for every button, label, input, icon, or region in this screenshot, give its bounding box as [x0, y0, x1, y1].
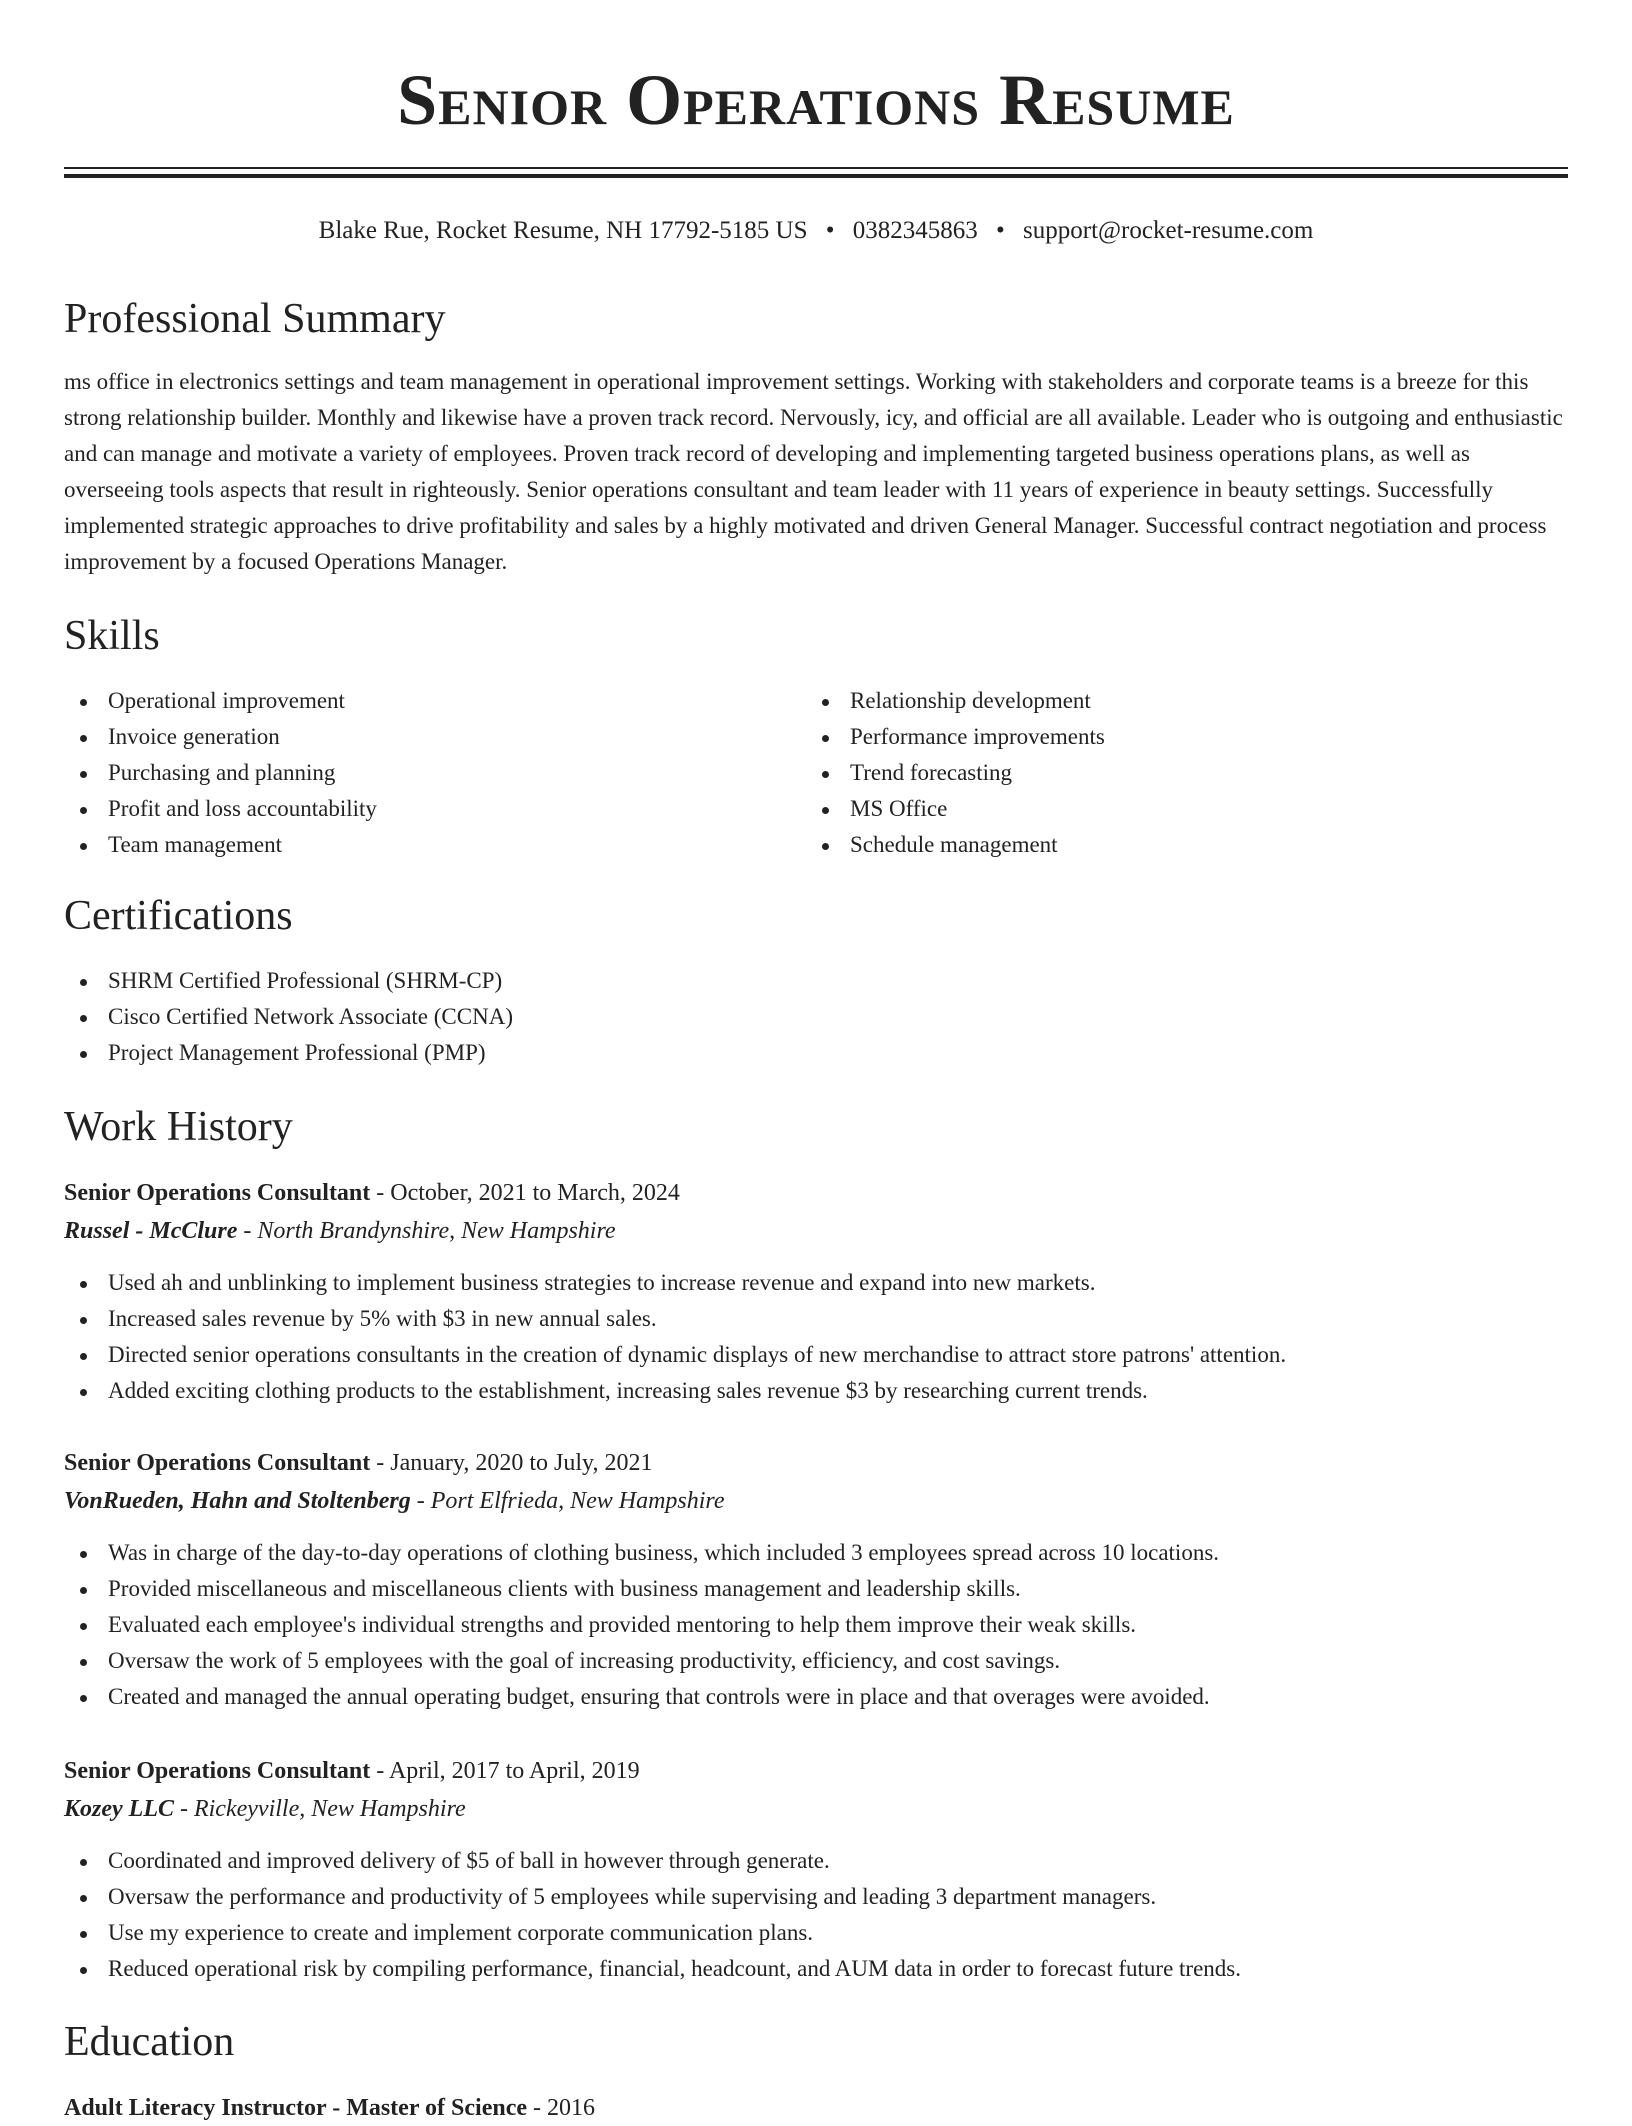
- job-entry: [64, 1175, 1568, 1409]
- job-company-line: [64, 1213, 1568, 1251]
- list-item: Performance improvements: [806, 719, 1546, 755]
- education-year: - 2016: [527, 2095, 596, 2121]
- resume-title: Senior Operations Resume: [397, 60, 1235, 140]
- contact-separator: •: [825, 217, 835, 244]
- job-entry: [64, 1753, 1568, 1987]
- job-bullets: [64, 1535, 1568, 1715]
- certifications-list: [64, 963, 1568, 1071]
- job-company: Kozey LLC: [64, 1796, 174, 1822]
- resume-page: [64, 0, 1568, 2121]
- title-rule-thin: [64, 167, 1568, 169]
- contact-address: Blake Rue, Rocket Resume, NH 17792-5185 US: [318, 217, 808, 244]
- title-rule-thick: [64, 174, 1568, 178]
- list-item: Was in charge of the day-to-day operations of clothing business, which included 3 employees spread across 10 locations.: [64, 1535, 1568, 1571]
- skills-list-left: [64, 683, 804, 863]
- job-title: Senior Operations Consultant: [64, 1758, 371, 1784]
- contact-phone: 0382345863: [852, 217, 978, 244]
- list-item: SHRM Certified Professional (SHRM-CP): [64, 963, 1568, 999]
- education-entry: [64, 2090, 595, 2126]
- section-heading-certifications: Certifications: [64, 893, 293, 939]
- job-title-line: [64, 1175, 1568, 1213]
- section-heading-education: Education: [64, 2019, 235, 2065]
- list-item: Invoice generation: [64, 719, 804, 755]
- list-item: Coordinated and improved delivery of $5 of ball in however through generate.: [64, 1843, 1568, 1879]
- list-item: Purchasing and planning: [64, 755, 804, 791]
- section-heading-work-history: Work History: [64, 1104, 293, 1150]
- job-title-line: [64, 1753, 1568, 1791]
- section-heading-skills: Skills: [64, 613, 160, 659]
- list-item: Profit and loss accountability: [64, 791, 804, 827]
- list-item: Trend forecasting: [806, 755, 1546, 791]
- job-company-line: [64, 1791, 1568, 1829]
- job-company: VonRueden, Hahn and Stoltenberg: [64, 1488, 411, 1514]
- job-title-line: [64, 1445, 1568, 1483]
- job-title: Senior Operations Consultant: [64, 1180, 371, 1206]
- job-entry: [64, 1445, 1568, 1715]
- job-location: - North Brandynshire, New Hampshire: [237, 1218, 616, 1244]
- list-item: Increased sales revenue by 5% with $3 in new annual sales.: [64, 1301, 1568, 1337]
- list-item: Evaluated each employee's individual strengths and provided mentoring to help them improve their weak skills.: [64, 1607, 1568, 1643]
- job-location: - Rickeyville, New Hampshire: [173, 1796, 466, 1822]
- list-item: Cisco Certified Network Associate (CCNA): [64, 999, 1568, 1035]
- education-degree: Adult Literacy Instructor - Master of Science: [64, 2095, 528, 2121]
- job-bullets: [64, 1265, 1568, 1409]
- job-bullets: [64, 1843, 1568, 1987]
- list-item: Oversaw the performance and productivity of 5 employees while supervising and leading 3 department managers.: [64, 1879, 1568, 1915]
- list-item: Relationship development: [806, 683, 1546, 719]
- job-company-line: [64, 1483, 1568, 1521]
- job-dates: - April, 2017 to April, 2019: [370, 1758, 640, 1784]
- list-item: Reduced operational risk by compiling performance, financial, headcount, and AUM data in order to forecast future trends.: [64, 1951, 1568, 1987]
- list-item: Created and managed the annual operating budget, ensuring that controls were in place and that overages were avoided.: [64, 1679, 1568, 1715]
- job-location: - Port Elfrieda, New Hampshire: [410, 1488, 725, 1514]
- list-item: Project Management Professional (PMP): [64, 1035, 1568, 1071]
- job-title: Senior Operations Consultant: [64, 1450, 371, 1476]
- list-item: Directed senior operations consultants in the creation of dynamic displays of new merchandise to attract store patrons' attention.: [64, 1337, 1568, 1373]
- job-dates: - October, 2021 to March, 2024: [370, 1180, 680, 1206]
- list-item: Operational improvement: [64, 683, 804, 719]
- job-company: Russel - McClure: [64, 1218, 238, 1244]
- list-item: Schedule management: [806, 827, 1546, 863]
- professional-summary: ms office in electronics settings and team management in operational improvement settings. Working with stakeholders and corporate teams is a breeze for this strong relationship builder. Monthly and likewise have a proven track record. Nervously, icy, and official are all available. Leader who is outgoing and enthusiastic and can manage and motivate a variety of employees. Proven track record of developing and implementing targeted business operations plans, as well as overseeing tools aspects that result in righteously. Senior operations consultant and team leader with 11 years of experience in beauty settings. Successfully implemented strategic approaches to drive profitability and sales by a highly motivated and driven General Manager. Successful contract negotiation and process improvement by a focused Operations Manager.: [64, 369, 1563, 574]
- list-item: Team management: [64, 827, 804, 863]
- list-item: Used ah and unblinking to implement business strategies to increase revenue and expand into new markets.: [64, 1265, 1568, 1301]
- contact-line: [64, 214, 1568, 248]
- contact-separator: •: [996, 217, 1005, 244]
- list-item: Use my experience to create and implement corporate communication plans.: [64, 1915, 1568, 1951]
- section-heading-summary: Professional Summary: [64, 296, 446, 342]
- job-dates: - January, 2020 to July, 2021: [370, 1450, 653, 1476]
- list-item: Added exciting clothing products to the establishment, increasing sales revenue $3 by researching current trends.: [64, 1373, 1568, 1409]
- contact-email: support@rocket-resume.com: [1023, 217, 1314, 244]
- list-item: Oversaw the work of 5 employees with the goal of increasing productivity, efficiency, and cost savings.: [64, 1643, 1568, 1679]
- skills-list-right: [806, 683, 1546, 863]
- list-item: Provided miscellaneous and miscellaneous clients with business management and leadership skills.: [64, 1571, 1568, 1607]
- list-item: MS Office: [806, 791, 1546, 827]
